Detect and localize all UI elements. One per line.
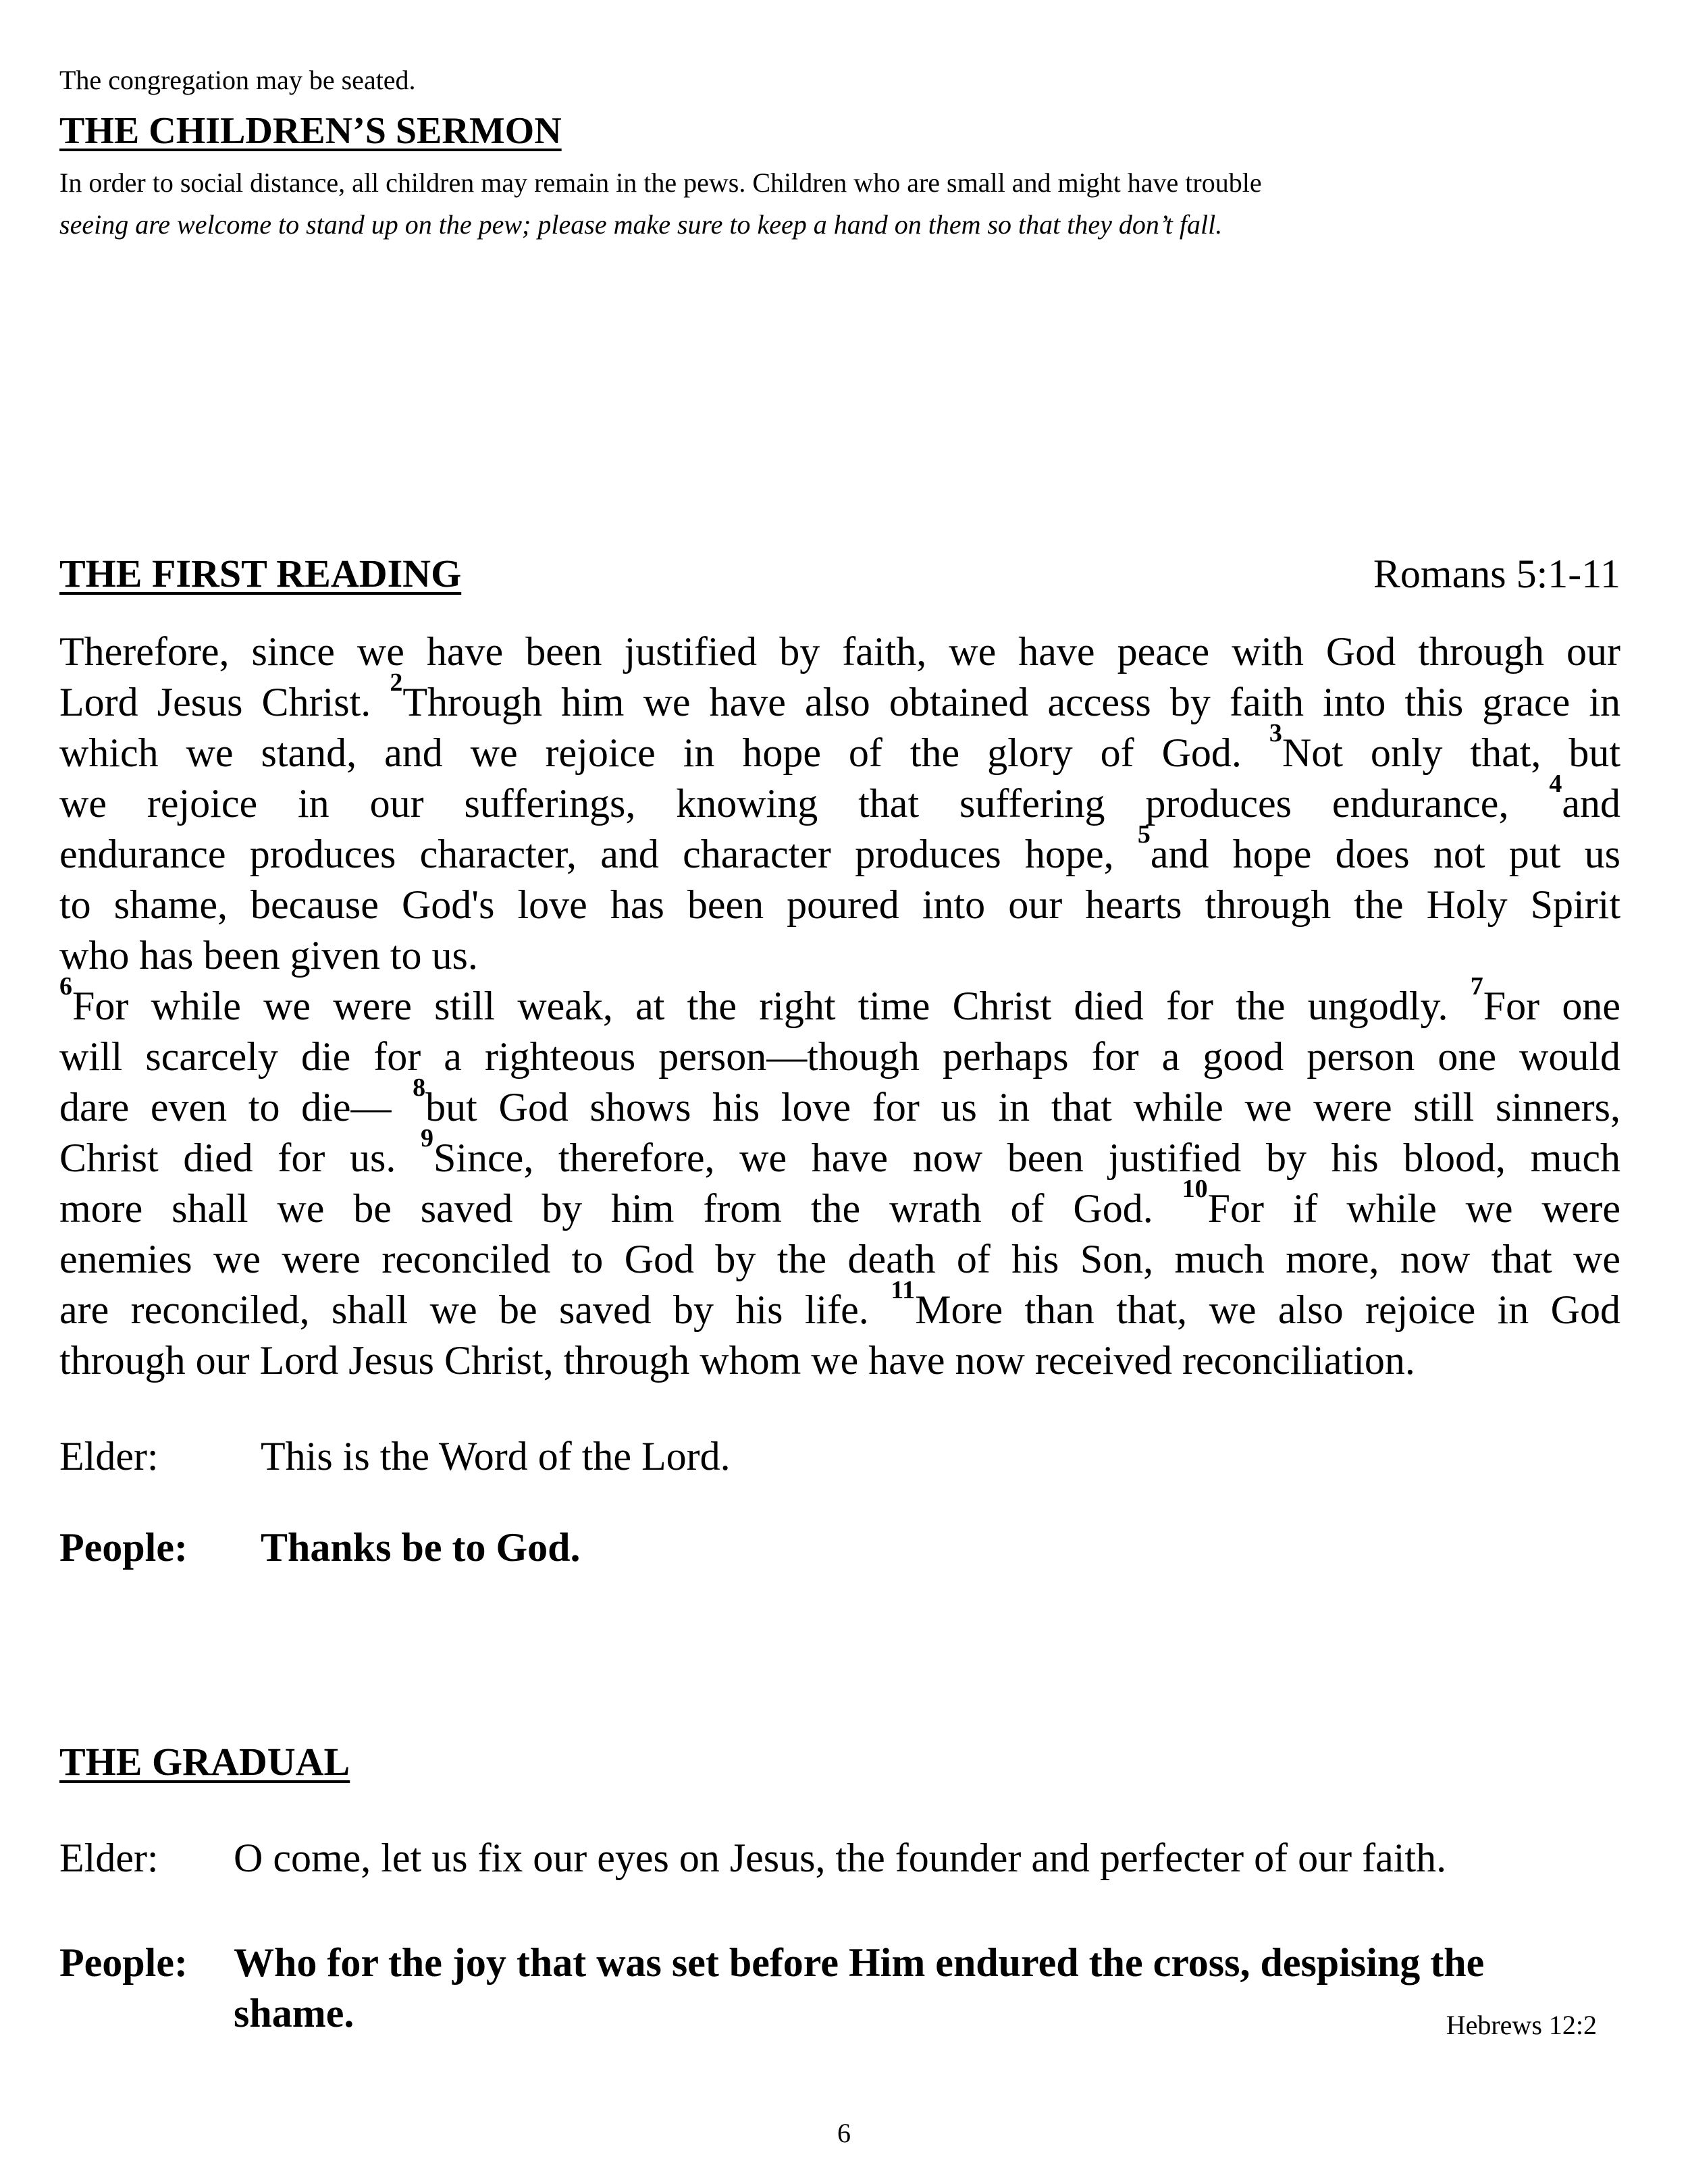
reading-line: dare even to die— $^8$but God shows his love for us in that while we were still sinners,	[59, 1073, 1620, 1129]
reading-line: we rejoice in our sufferings, knowing that suffering produces endurance, $^4$and	[59, 770, 1621, 826]
seated-instruction: The congregation may be seated.	[59, 65, 416, 95]
reading-line: Therefore, since we have been justified by faith, we have peace with God through our	[59, 629, 1620, 674]
elder-text: This is the Word of the Lord.	[261, 1434, 731, 1479]
reading-line: will scarcely die for a righteous person—though perhaps for a good person one would	[59, 1034, 1620, 1079]
reading-line: Christ died for us. $^9$Since, therefore, we have now been justified by his blood, much	[59, 1124, 1621, 1180]
reading-line: through our Lord Jesus Christ, through whom we have now received reconciliation.	[59, 1338, 1415, 1383]
verse-number: 3	[1269, 719, 1282, 747]
verse-number: 9	[421, 1124, 434, 1152]
reading-line: $^6$For while we were still weak, at the right time Christ died for the ungodly. $^7$For one	[59, 972, 1621, 1028]
first-reading-reference: Romans 5:1-11	[1373, 552, 1620, 596]
verse-number: 2	[390, 668, 403, 697]
page-number: 6	[837, 2118, 851, 2148]
elder-label: Elder:	[59, 1434, 159, 1479]
people-text-line-1: Who for the joy that was set before Him endured the cross, despising the	[234, 1940, 1485, 1985]
elder-label: Elder:	[59, 1836, 159, 1880]
reading-line: Lord Jesus Christ. $^2$Through him we have also obtained access by faith into this grace in	[59, 668, 1621, 724]
verse-number: 5	[1137, 820, 1151, 849]
gradual-reference: Hebrews 12:2	[1446, 2010, 1597, 2040]
reading-line: are reconciled, shall we be saved by his life. $^{11}$More than that, we also rejoice in God	[59, 1276, 1620, 1332]
first-reading-text	[59, 627, 1620, 1386]
first-reading-heading: THE FIRST READING	[59, 552, 462, 595]
first-reading-header	[59, 547, 1620, 601]
reading-line: who has been given to us.	[59, 933, 478, 978]
gradual-heading: THE GRADUAL	[59, 1740, 350, 1784]
instruction-line-2: seeing are welcome to stand up on the pew; please make sure to keep a hand on them so that they don’t fall.	[59, 209, 1223, 240]
people-text: Thanks be to God.	[261, 1525, 581, 1570]
people-label: People:	[59, 1940, 188, 1985]
reading-line: enemies we were reconciled to God by the death of his Son, much more, now that we	[59, 1237, 1620, 1281]
reading-line: which we stand, and we rejoice in hope of the glory of God. $^3$Not only that, but	[59, 719, 1621, 775]
people-text	[234, 1938, 1652, 2039]
verse-number: 11	[891, 1276, 916, 1304]
gradual-people-response	[59, 1938, 1620, 2046]
reading-line: endurance produces character, and character produces hope, $^5$and hope does not put us	[59, 820, 1620, 876]
verse-number: 4	[1549, 770, 1562, 798]
people-label: People:	[59, 1525, 188, 1570]
verse-number: 6	[59, 972, 72, 1001]
reading-line: to shame, because God's love has been poured into our hearts through the Holy Spirit	[59, 882, 1620, 927]
verse-number: 7	[1470, 972, 1483, 1001]
childrens-sermon-heading: THE CHILDREN’S SERMON	[59, 110, 562, 152]
elder-text: O come, let us fix our eyes on Jesus, the founder and perfecter of our faith.	[234, 1836, 1447, 1880]
reading-line: more shall we be saved by him from the wrath of God. $^{10}$For if while we were	[59, 1175, 1620, 1231]
childrens-sermon-instruction	[59, 162, 1633, 246]
verse-number: 8	[413, 1073, 426, 1102]
instruction-line-1: In order to social distance, all children may remain in the pews. Children who are small and might have trouble	[59, 167, 1262, 198]
verse-number: 10	[1182, 1175, 1208, 1203]
people-text-line-2: shame.	[234, 1991, 354, 2035]
